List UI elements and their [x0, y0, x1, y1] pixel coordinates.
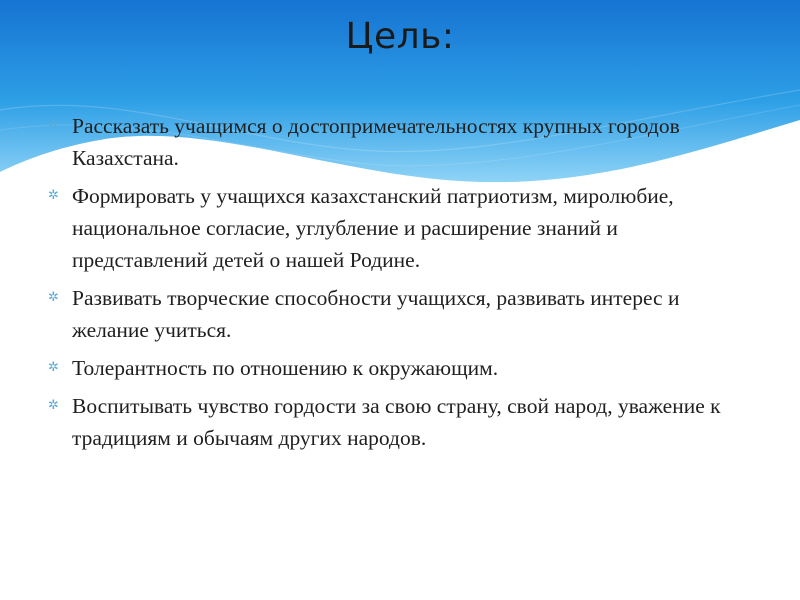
slide-title: Цель:: [345, 16, 455, 57]
list-item-text: Воспитывать чувство гордости за свою страну, свой народ, уважение к традициям и обычаям других народов.: [72, 394, 721, 450]
list-item-text: Рассказать учащимся о достопримечательностях крупных городов Казахстана.: [72, 114, 680, 170]
list-item-text: Развивать творческие способности учащихся, развивать интерес и желание учиться.: [72, 286, 680, 342]
goal-list: [48, 110, 738, 460]
star-bullet-icon: ✲: [48, 118, 59, 133]
star-bullet-icon: ✲: [48, 290, 59, 305]
list-item: [48, 110, 738, 174]
list-item: [48, 390, 738, 454]
list-item: [48, 180, 738, 276]
star-bullet-icon: ✲: [48, 398, 59, 413]
star-bullet-icon: ✲: [48, 188, 59, 203]
list-item-text: Толерантность по отношению к окружающим.: [72, 356, 499, 380]
star-bullet-icon: ✲: [48, 360, 59, 375]
list-item: [48, 352, 738, 384]
list-item: [48, 282, 738, 346]
list-item-text: Формировать у учащихся казахстанский патриотизм, миролюбие, национальное согласие, углубление и расширение знаний и представлений детей о нашей Родине.: [72, 184, 674, 272]
